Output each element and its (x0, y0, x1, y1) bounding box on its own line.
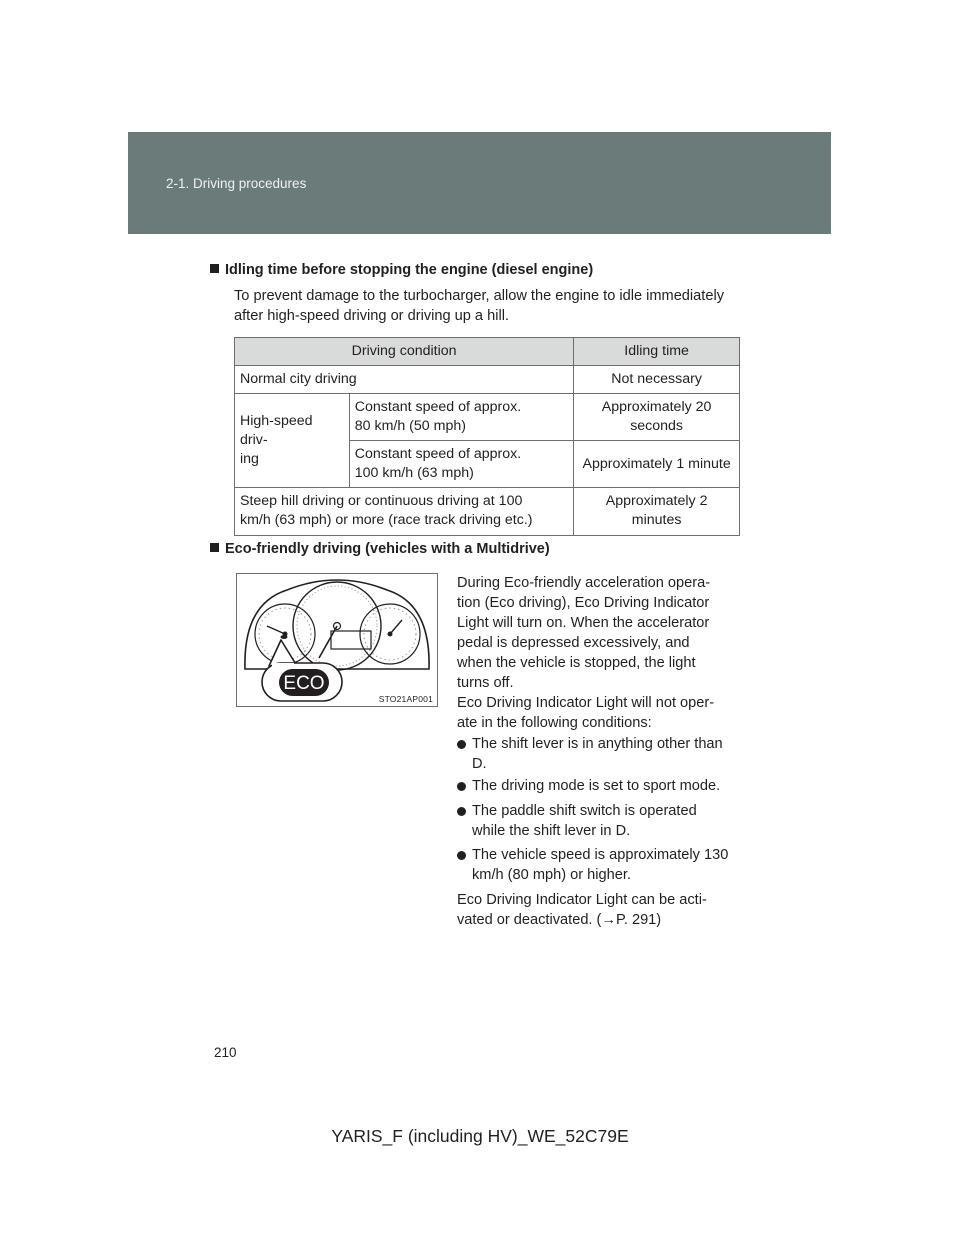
cell-line: minutes (631, 512, 682, 528)
cell-line: Approximately 20 (601, 399, 712, 415)
bullet-dot-icon (457, 851, 466, 860)
eco-indicator-figure (236, 573, 438, 707)
text-line: Eco Driving Indicator Light can be acti- (457, 892, 707, 908)
row-normal-city-time: Not necessary (574, 366, 740, 394)
idling-heading-text: Idling time before stopping the engine (diesel engine) (225, 262, 594, 278)
cell-line: Approximately 2 (605, 493, 708, 509)
text-line: Light will turn on. When the accelerator (457, 615, 710, 631)
bullet-dot-icon (457, 782, 466, 791)
text-line: turns off. (457, 675, 514, 691)
header-idling-time: Idling time (574, 338, 740, 366)
list-item (457, 801, 733, 841)
instrument-cluster-illustration (237, 574, 437, 706)
list-item (457, 845, 733, 885)
cell-line: 80 km/h (50 mph) (354, 418, 466, 434)
row-normal-city-driving: Normal city driving (235, 366, 574, 394)
idling-intro (234, 286, 724, 326)
text-line: tion (Eco driving), Eco Driving Indicator (457, 595, 710, 611)
text-line: when the vehicle is stopped, the light (457, 655, 696, 671)
cell-time-20-seconds (574, 394, 740, 441)
cell-line: km/h (63 mph) or more (race track driving etc.) (240, 512, 533, 528)
cell-line: Steep hill driving or continuous driving at 100 (240, 493, 523, 509)
eco-paragraph-1 (457, 573, 733, 693)
cell-line: seconds (630, 418, 684, 434)
table-header-row (235, 338, 740, 366)
footer-code: YARIS_F (including HV)_WE_52C79E (331, 1126, 629, 1146)
text-line: The driving mode is set to sport mode. (472, 778, 721, 794)
eco-paragraph-2 (457, 693, 714, 733)
cell-time-1-minute: Approximately 1 minute (574, 441, 740, 488)
page-number: 210 (214, 1045, 237, 1060)
text-line: D. (472, 756, 487, 772)
table-row (235, 366, 740, 394)
bullet-dot-icon (457, 740, 466, 749)
idling-intro-line: after high-speed driving or driving up a hill. (234, 308, 510, 324)
cell-line: Constant speed of approx. (354, 446, 522, 462)
square-bullet-icon (210, 264, 219, 273)
list-item (457, 734, 733, 774)
cell-speed-80 (349, 394, 573, 441)
square-bullet-icon (210, 543, 219, 552)
section-title: 2-1. Driving procedures (166, 176, 307, 191)
eco-heading-text: Eco-friendly driving (vehicles with a Multidrive) (225, 541, 550, 557)
text-line: pedal is depressed excessively, and (457, 635, 690, 651)
row-steep-hill-driving (235, 488, 574, 536)
text-line: During Eco-friendly acceleration opera- (457, 575, 711, 591)
table-row (235, 394, 740, 441)
eco-badge-icon: ECO (283, 673, 325, 694)
cell-speed-100 (349, 441, 573, 488)
text-line: The paddle shift switch is operated (472, 803, 697, 819)
idling-intro-line: To prevent damage to the turbocharger, allow the engine to idle immediately (234, 288, 724, 304)
text-line: ate in the following conditions: (457, 715, 652, 731)
text-line: km/h (80 mph) or higher. (472, 867, 631, 883)
cell-line: Constant speed of approx. (354, 399, 522, 415)
cell-line: ing (240, 451, 259, 467)
list-item (457, 776, 733, 796)
text-line: The shift lever is in anything other than (472, 736, 723, 752)
text-line: Eco Driving Indicator Light will not oper- (457, 695, 715, 711)
cell-high-speed-driving (235, 394, 350, 488)
text-line: The vehicle speed is approximately 130 (472, 847, 729, 863)
table-row (235, 488, 740, 536)
idling-heading (210, 262, 593, 278)
cell-line: 100 km/h (63 mph) (354, 465, 474, 481)
eco-heading (210, 541, 550, 557)
text-line: while the shift lever in D. (472, 823, 631, 839)
header-driving-condition: Driving condition (235, 338, 574, 366)
eco-paragraph-3 (457, 890, 707, 930)
cell-time-2-minutes (574, 488, 740, 536)
bullet-dot-icon (457, 807, 466, 816)
text-line: vated or deactivated. (→P. 291) (457, 912, 662, 928)
figure-code: STO21AP001 (378, 694, 433, 704)
idling-table (234, 337, 740, 536)
cell-line: High-speed driv- (240, 413, 313, 448)
